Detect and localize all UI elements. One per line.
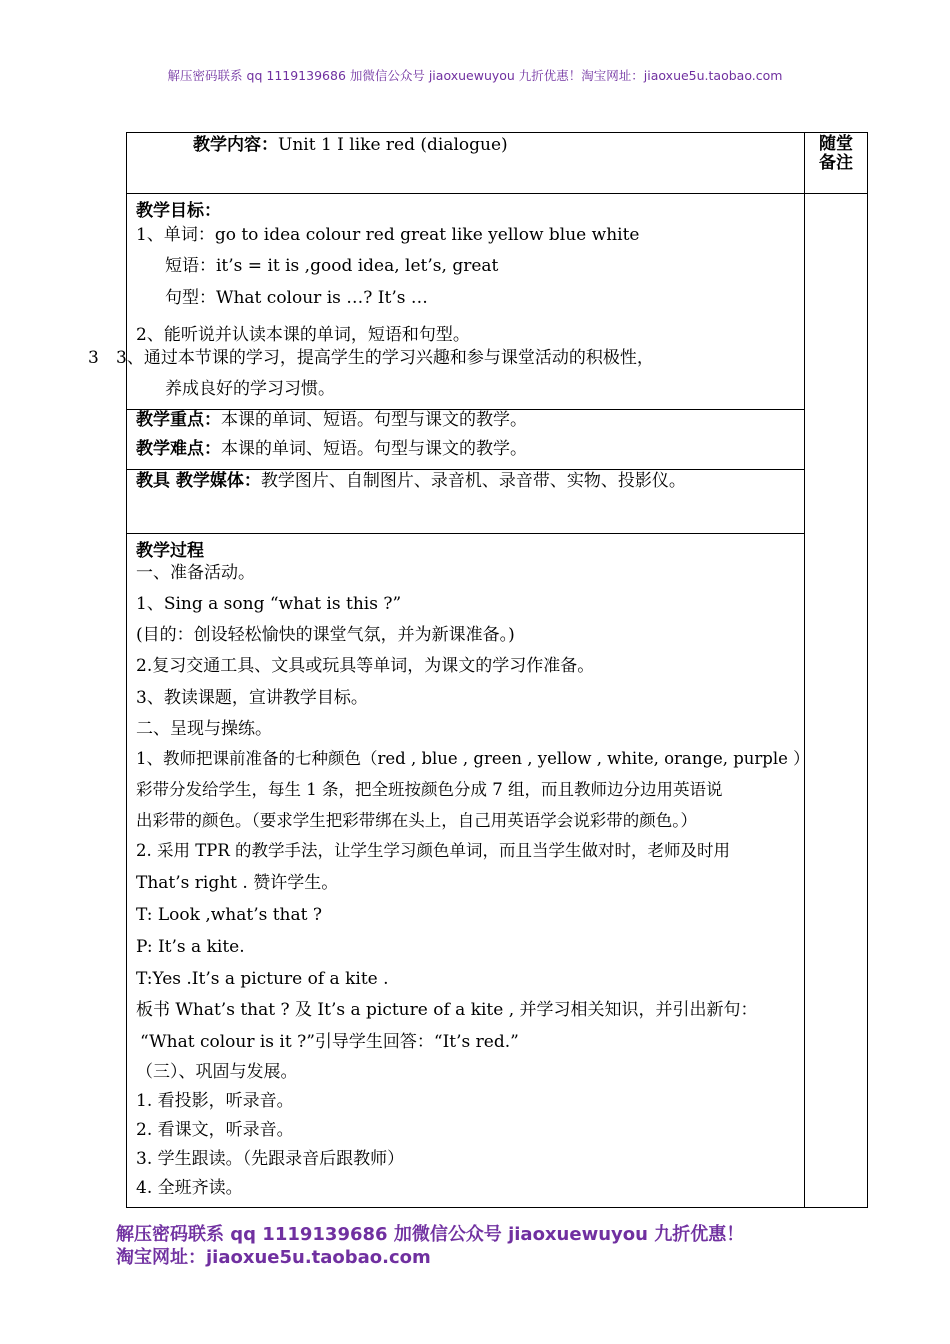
process-line: 2. 看课文，听录音。	[136, 1120, 294, 1140]
table-border-right	[867, 132, 868, 1208]
difficulty-text: 本课的单词、短语。句型与课文的教学。	[221, 439, 527, 459]
header-watermark-note: 解压密码联系 qq 1119139686 加微信公众号 jiaoxuewuyou 九折优惠！淘宝网址：jiaoxue5u.taobao.com	[167, 68, 783, 83]
process-line: T: Look ,what’s that ?	[136, 905, 322, 925]
process-line: 一、准备活动。	[136, 563, 255, 583]
process-line: 2.复习交通工具、文具或玩具等单词，为课文的学习作准备。	[136, 656, 595, 676]
process-line: T:Yes .It’s a picture of a kite .	[136, 969, 389, 989]
media-text: 教学图片、自制图片、录音机、录音带、实物、投影仪。	[260, 471, 686, 491]
media-label: 教具 教学媒体：	[136, 471, 261, 491]
process-label: 教学过程	[136, 541, 204, 561]
process-line: 3、教读课题，宣讲教学目标。	[136, 688, 368, 708]
process-line: 3. 学生跟读。（先跟录音后跟教师）	[136, 1149, 405, 1169]
process-line: 出彩带的颜色。（要求学生把彩带绑在头上，自己用英语学会说彩带的颜色。）	[136, 811, 697, 830]
objectives-stray-number: 3	[88, 348, 99, 368]
process-line: That’s right . 赞许学生。	[136, 873, 339, 893]
process-line: （三）、巩固与发展。	[136, 1062, 298, 1082]
objectives-line-6: 养成良好的学习习惯。	[165, 379, 335, 399]
focus-label: 教学重点：	[136, 410, 221, 430]
focus-text: 本课的单词、短语。句型与课文的教学。	[221, 410, 527, 430]
objectives-line-4: 2、能听说并认读本课的单词，短语和句型。	[136, 325, 470, 345]
table-divider-1	[126, 193, 868, 194]
objectives-line-2: 短语：it’s = it is ,good idea, let’s, great	[165, 256, 499, 276]
process-line: 4. 全班齐读。	[136, 1178, 243, 1198]
process-line: 1、Sing a song “what is this ?”	[136, 594, 402, 614]
footer-watermark-line1: 解压密码联系 qq 1119139686 加微信公众号 jiaoxuewuyou 九折优惠！	[116, 1224, 745, 1245]
process-line: 彩带分发给学生，每生 1 条，把全班按颜色分成 7 组，而且教师边分边用英语说	[136, 780, 723, 799]
process-line: 板书 What’s that ? 及 It’s a picture of a kite , 并学习相关知识，并引出新句：	[136, 1000, 758, 1020]
table-border-bottom	[126, 1207, 868, 1208]
side-notes-line1: 随堂	[819, 134, 853, 154]
process-line: (目的：创设轻松愉快的课堂气氛，并为新课准备。)	[136, 625, 515, 645]
media-row	[136, 470, 686, 492]
process-line: 1、教师把课前准备的七种颜色（red , blue , green , yellow , white, orange, purple ）	[136, 749, 810, 768]
title-row	[193, 134, 508, 156]
footer-watermark-line2: 淘宝网址：jiaoxue5u.taobao.com	[116, 1247, 431, 1268]
objectives-line-3: 句型：What colour is …? It’s …	[165, 288, 428, 308]
side-notes-line2: 备注	[819, 153, 853, 173]
table-column-divider	[804, 132, 805, 1208]
side-notes-header	[805, 135, 867, 173]
focus-row	[136, 409, 527, 431]
difficulty-row	[136, 438, 527, 460]
process-line: “What colour is it ?”引导学生回答：“It’s red.”	[140, 1032, 519, 1052]
lesson-title: Unit 1 I like red (dialogue)	[278, 135, 508, 155]
process-line: 二、呈现与操练。	[136, 719, 272, 739]
content-label: 教学内容：	[193, 135, 278, 155]
process-line: P: It’s a kite.	[136, 937, 245, 957]
process-line: 2. 采用 TPR 的教学手法，让学生学习颜色单词，而且当学生做对时，老师及时用	[136, 841, 731, 860]
table-divider-4	[126, 533, 805, 534]
objectives-label: 教学目标：	[136, 201, 221, 221]
objectives-line-1: 1、单词：go to idea colour red great like yellow blue white	[136, 225, 640, 245]
difficulty-label: 教学难点：	[136, 439, 221, 459]
process-line: 1. 看投影，听录音。	[136, 1091, 294, 1111]
objectives-line-5: 3、通过本节课的学习，提高学生的学习兴趣和参与课堂活动的积极性，	[116, 348, 654, 368]
table-border-left	[126, 132, 127, 1208]
table-border-top	[126, 132, 868, 133]
